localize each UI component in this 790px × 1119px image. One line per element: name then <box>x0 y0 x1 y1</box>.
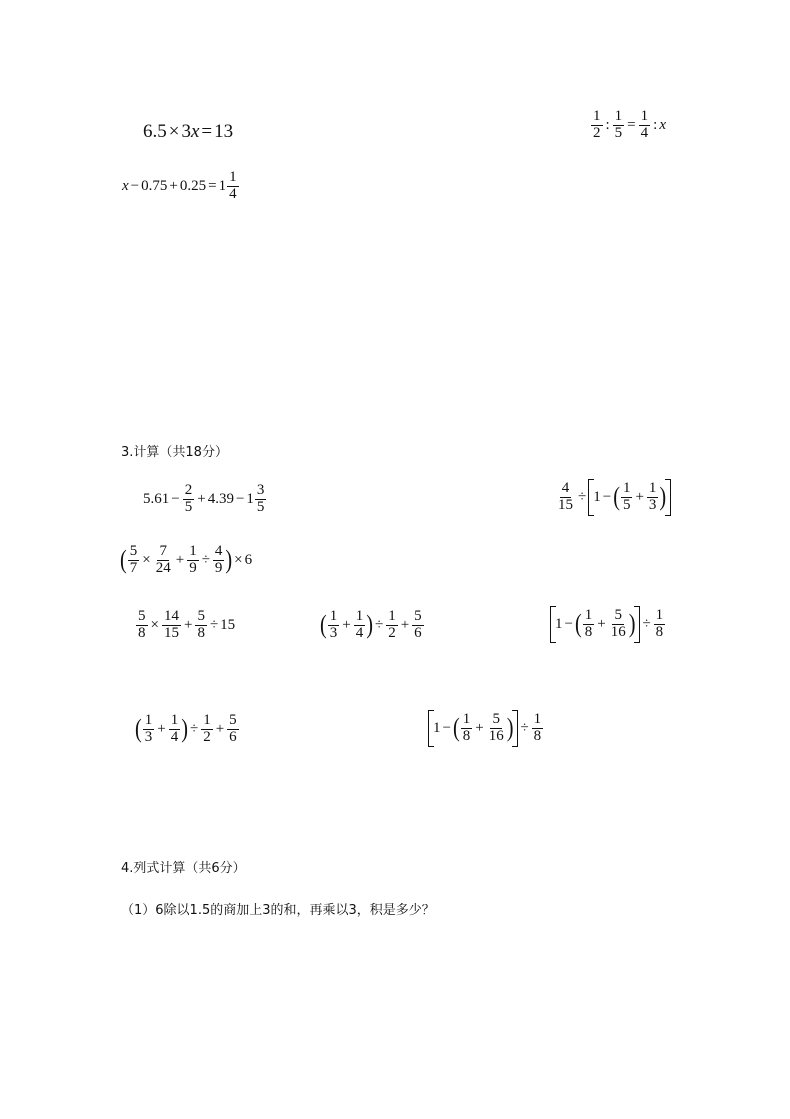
mixed-number: 1 $\frac{1}{4}$ <box>218 169 237 202</box>
section-3-heading: 3.计算（共18分） <box>121 445 228 460</box>
square-bracket: 1 − ( $\frac{1}{8}$ + $\frac{5}{16}$ ) <box>428 712 518 745</box>
square-bracket: 1 − ( $\frac{1}{5}$ + $\frac{1}{3}$ ) <box>588 481 671 514</box>
equation-1 <box>143 121 233 143</box>
eq1-coef: 6.5 <box>143 121 167 142</box>
equation-3: x − 0.75 + 0.25 = 1 $\frac{1}{4}$ <box>122 170 240 203</box>
eq1-times: × <box>168 121 180 142</box>
problem-3-5: ( $\frac{1}{3}$ + $\frac{1}{4}$ ) ÷ $\frac{1}{2}$ + $\frac{5}{6}$ <box>320 608 422 641</box>
question-4-1: （1）6除以1.5的商加上3的和，再乘以3，积是多少？ <box>121 903 435 918</box>
problem-3-1: 5.61 − $\frac{2}{5}$ + 4.39 − 1 $\frac{3}{5}$ <box>143 482 265 515</box>
section-4-heading: 4.列式计算（共6分） <box>121 861 246 876</box>
problem-3-2: $\frac{4}{15}$ ÷ 1 − ( $\frac{1}{5}$ + $\frac{1}{3}$ ) <box>555 481 671 514</box>
square-bracket: 1 − ( $\frac{1}{8}$ + $\frac{5}{16}$ ) <box>550 608 640 641</box>
fraction: $\frac{1}{5}$ <box>614 108 623 141</box>
problem-3-6: 1 − ( $\frac{1}{8}$ + $\frac{5}{16}$ ) ÷ $\frac{1}{8}$ <box>550 608 666 641</box>
eq1-eq: = <box>201 121 213 142</box>
eq1-rhs: 13 <box>214 121 234 142</box>
problem-3-6-repeat: 1 − ( $\frac{1}{8}$ + $\frac{5}{16}$ ) ÷ $\frac{1}{8}$ <box>428 712 544 745</box>
eq1-var: x <box>190 121 200 142</box>
equation-2: $\frac{1}{2}$ : $\frac{1}{5}$ = $\frac{1}{4}$ : x <box>593 108 666 141</box>
fraction: $\frac{1}{2}$ <box>593 108 601 141</box>
problem-3-3: ( $\frac{5}{7}$ × $\frac{7}{24}$ + $\frac{1}{9}$ ÷ $\frac{4}{9}$ ) × 6 <box>120 543 253 576</box>
problem-3-5-repeat: ( $\frac{1}{3}$ + $\frac{1}{4}$ ) ÷ $\frac{1}{2}$ + $\frac{5}{6}$ <box>135 712 237 745</box>
problem-3-4: $\frac{5}{8}$ × $\frac{14}{15}$ + $\frac{5}{8}$ ÷ 15 <box>138 608 236 641</box>
fraction: $\frac{1}{4}$ <box>640 108 649 141</box>
eq1-b: 3 <box>181 121 191 142</box>
